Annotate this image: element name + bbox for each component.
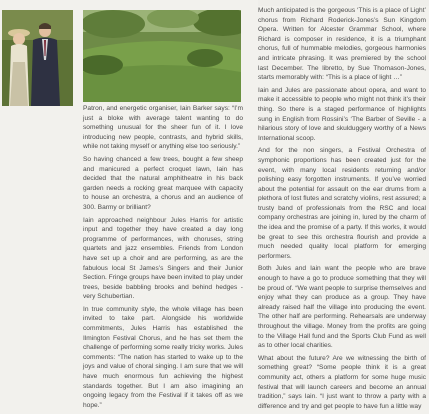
garden-photo (83, 10, 241, 102)
left-paragraph-2: So having chanced a few trees, bought a few sheep and manicured a perfect croquet lawn, Iain has decided that the natural amphitheatre in his back garden needs a rocking great marquee with capacity to house an orchestra, a chorus and an audience of 300. Barmy or brilliant? (83, 155, 243, 211)
garden-photo-image (83, 10, 241, 102)
couple-photo (2, 10, 73, 106)
right-paragraph-5: What about the future? Are we witnessing the birth of something great? “Some people think it is a great community act, others a platform for some huge music festival that will launch careers and become an annual tradition,” says Iain. “I just want to throw a party with a difference and try and get people to have fun a little way (258, 354, 426, 410)
left-paragraph-3: Iain approached neighbour Jules Harris for artistic input and together they have created a day long programme of performances, with choruses, string quartets and jazz ensembles. Friends from London have set up a choir and are performing, as are the fabulous local St James’s Singers and their Junior Section. Fringe groups have been invited to play under trees, beside babbling brooks and behind hedges - very Schubertian. (83, 216, 243, 301)
right-article-column (258, 6, 426, 414)
right-paragraph-3: And for the non singers, a Festival Orchestra of symphonic proportions has been created just for the event, with many local residents returning and/or polishing easy forgotten instruments. If you’ve worried about the potential for assault on the ear drums from a plethora of lost flutes and scratchy violins, rest assured; a trusty band of professionals from the RSC and local company orchestras are joining in, lured by the charm of the idea and the promise of a party. If this works, it would be great to see this orchestra flourish and provide a much needed quality local platform for emerging performers. (258, 147, 426, 260)
left-article-column (83, 104, 243, 413)
couple-photo-image (2, 10, 73, 106)
right-paragraph-1: Much anticipated is the gorgeous ‘This is a place of Light’ chorus from Richard Roderick-Jones’s Sun Kingdom Opera. Written for Alcester Grammar School, where Richard is composer in residence, it is a triumphant chorus, full of hummable melodies, gorgeous harmonies and intricate phrasing. It was premiered by the school last December. The libretto, by Sue Thomason-Jones, starts memorably with: “This is a place of light …” (258, 7, 426, 82)
right-paragraph-4: Both Jules and Iain want the people who are brave enough to have a go to produce something that they will be proud of. “We want people to surprise themselves and enjoy what they can produce as a group. They have already raised half the village into producing the event. The other half are performing. Rehearsals are underway throughout the village. Money from the profits are going to the Village Hall fund and the Sports Club Fund as well as to other local charities. (258, 265, 426, 350)
left-paragraph-1: Patron, and energetic organiser, Iain Barker says: “I’m just a bloke with average talent wanting to do something unusual for the sheer fun of it. I love introducing new people, contrasts, and hybrid skills, while not taking myself or anything else too seriously.” (83, 105, 243, 151)
left-paragraph-4: In true community style, the whole village has been invited to take part. Alongside his worldwide commitments, Jules Harris has established the Ilmington Festival Chorus, and he has set them the challenge of performing some really tricky works. Jules comments: “The nation has started to wake up to the joys and value of choral singing. I am sure that we will have much enormous fun achieving the highest standards together. But I am also imagining an ongoing legacy from the Festival if it takes off as we hope.” (83, 305, 243, 409)
right-paragraph-2: Iain and Jules are passionate about opera, and want to make it accessible to people who might not think it’s their thing. So there is a staged performance of highlights sung in English from Rossini’s ‘The Barber of Seville - a hilarious story of love and skulduggery worthy of a News International scoop. (258, 86, 426, 142)
